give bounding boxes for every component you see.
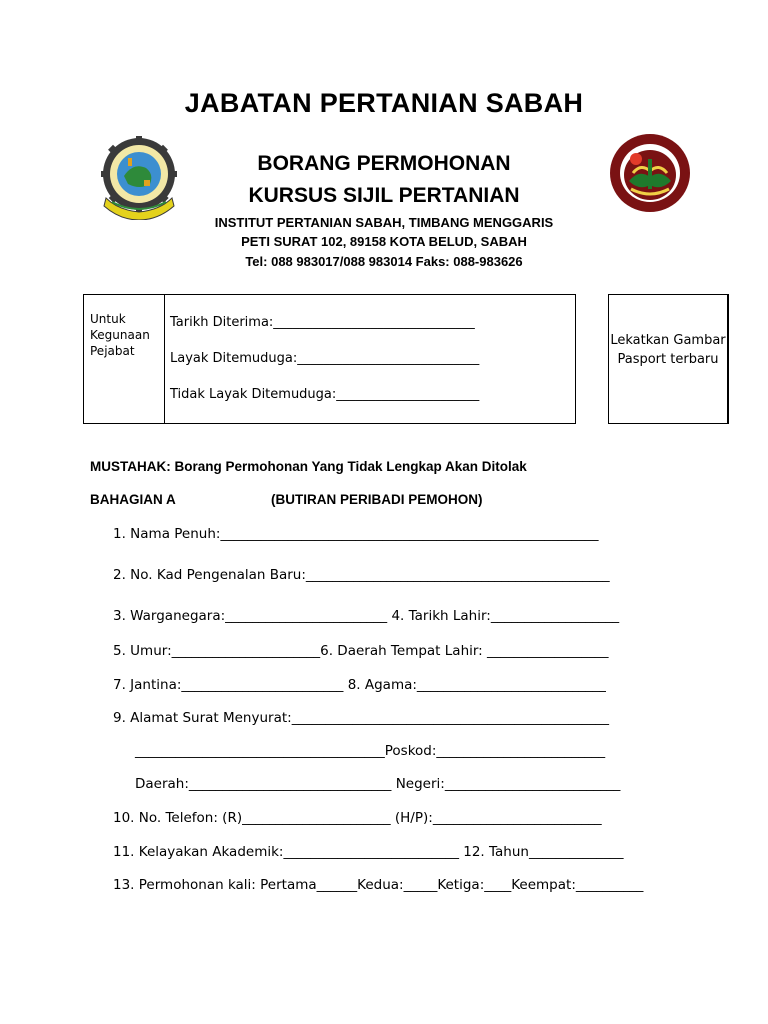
address-postcode-field[interactable]: _____________________________________Poskod:_________________________ [135,743,606,759]
phone-field[interactable]: 10. No. Telefon: (R)______________________ (H/P):_________________________ [113,810,602,826]
not-eligible-interview-field[interactable]: Tidak Layak Ditemuduga:______________________ [170,387,480,402]
full-name-field[interactable]: 1. Nama Penuh:________________________________________________________ [113,526,599,542]
gender-religion-field[interactable]: 7. Jantina:________________________ 8. Agama:____________________________ [113,677,606,693]
page-title: JABATAN PERTANIAN SABAH [184,88,584,118]
office-use-label: Untuk Kegunaan Pejabat [90,312,150,358]
postal-address: PETI SURAT 102, 89158 KOTA BELUD, SABAH [241,234,527,249]
section-title: (BUTIRAN PERIBADI PEMOHON) [271,492,483,507]
contact-info: Tel: 088 983017/088 983014 Faks: 088-983626 [245,254,523,269]
form-title: BORANG PERMOHONAN [257,152,511,175]
eligible-interview-field[interactable]: Layak Ditemuduga:____________________________ [170,351,480,366]
passport-photo-box[interactable] [608,294,729,424]
date-received-field[interactable]: Tarikh Diterima:_______________________________ [170,315,475,330]
district-state-field[interactable]: Daerah:______________________________ Negeri:__________________________ [135,776,621,792]
mailing-address-field[interactable]: 9. Alamat Surat Menyurat:_______________________________________________ [113,710,609,726]
course-title: KURSUS SIJIL PERTANIAN [248,184,520,207]
important-notice: MUSTAHAK: Borang Permohonan Yang Tidak Lengkap Akan Ditolak [90,459,527,474]
section-label: BAHAGIAN A [90,492,176,507]
office-use-box [83,294,576,424]
age-birthplace-field[interactable]: 5. Umur:______________________6. Daerah Tempat Lahir: __________________ [113,643,609,659]
ic-number-field[interactable]: 2. No. Kad Pengenalan Baru:_____________________________________________ [113,567,610,583]
institute-address: INSTITUT PERTANIAN SABAH, TIMBANG MENGGARIS [214,215,554,230]
photo-instruction: Lekatkan Gambar Pasport terbaru [610,333,726,367]
office-box-divider [164,295,165,423]
citizenship-dob-field[interactable]: 3. Warganegara:________________________ 4. Tarikh Lahir:___________________ [113,608,620,624]
application-attempt-field[interactable]: 13. Permohonan kali: Pertama______Kedua:_____Ketiga:____Keempat:__________ [113,877,644,893]
qualification-year-field[interactable]: 11. Kelayakan Akademik:__________________________ 12. Tahun______________ [113,844,624,860]
